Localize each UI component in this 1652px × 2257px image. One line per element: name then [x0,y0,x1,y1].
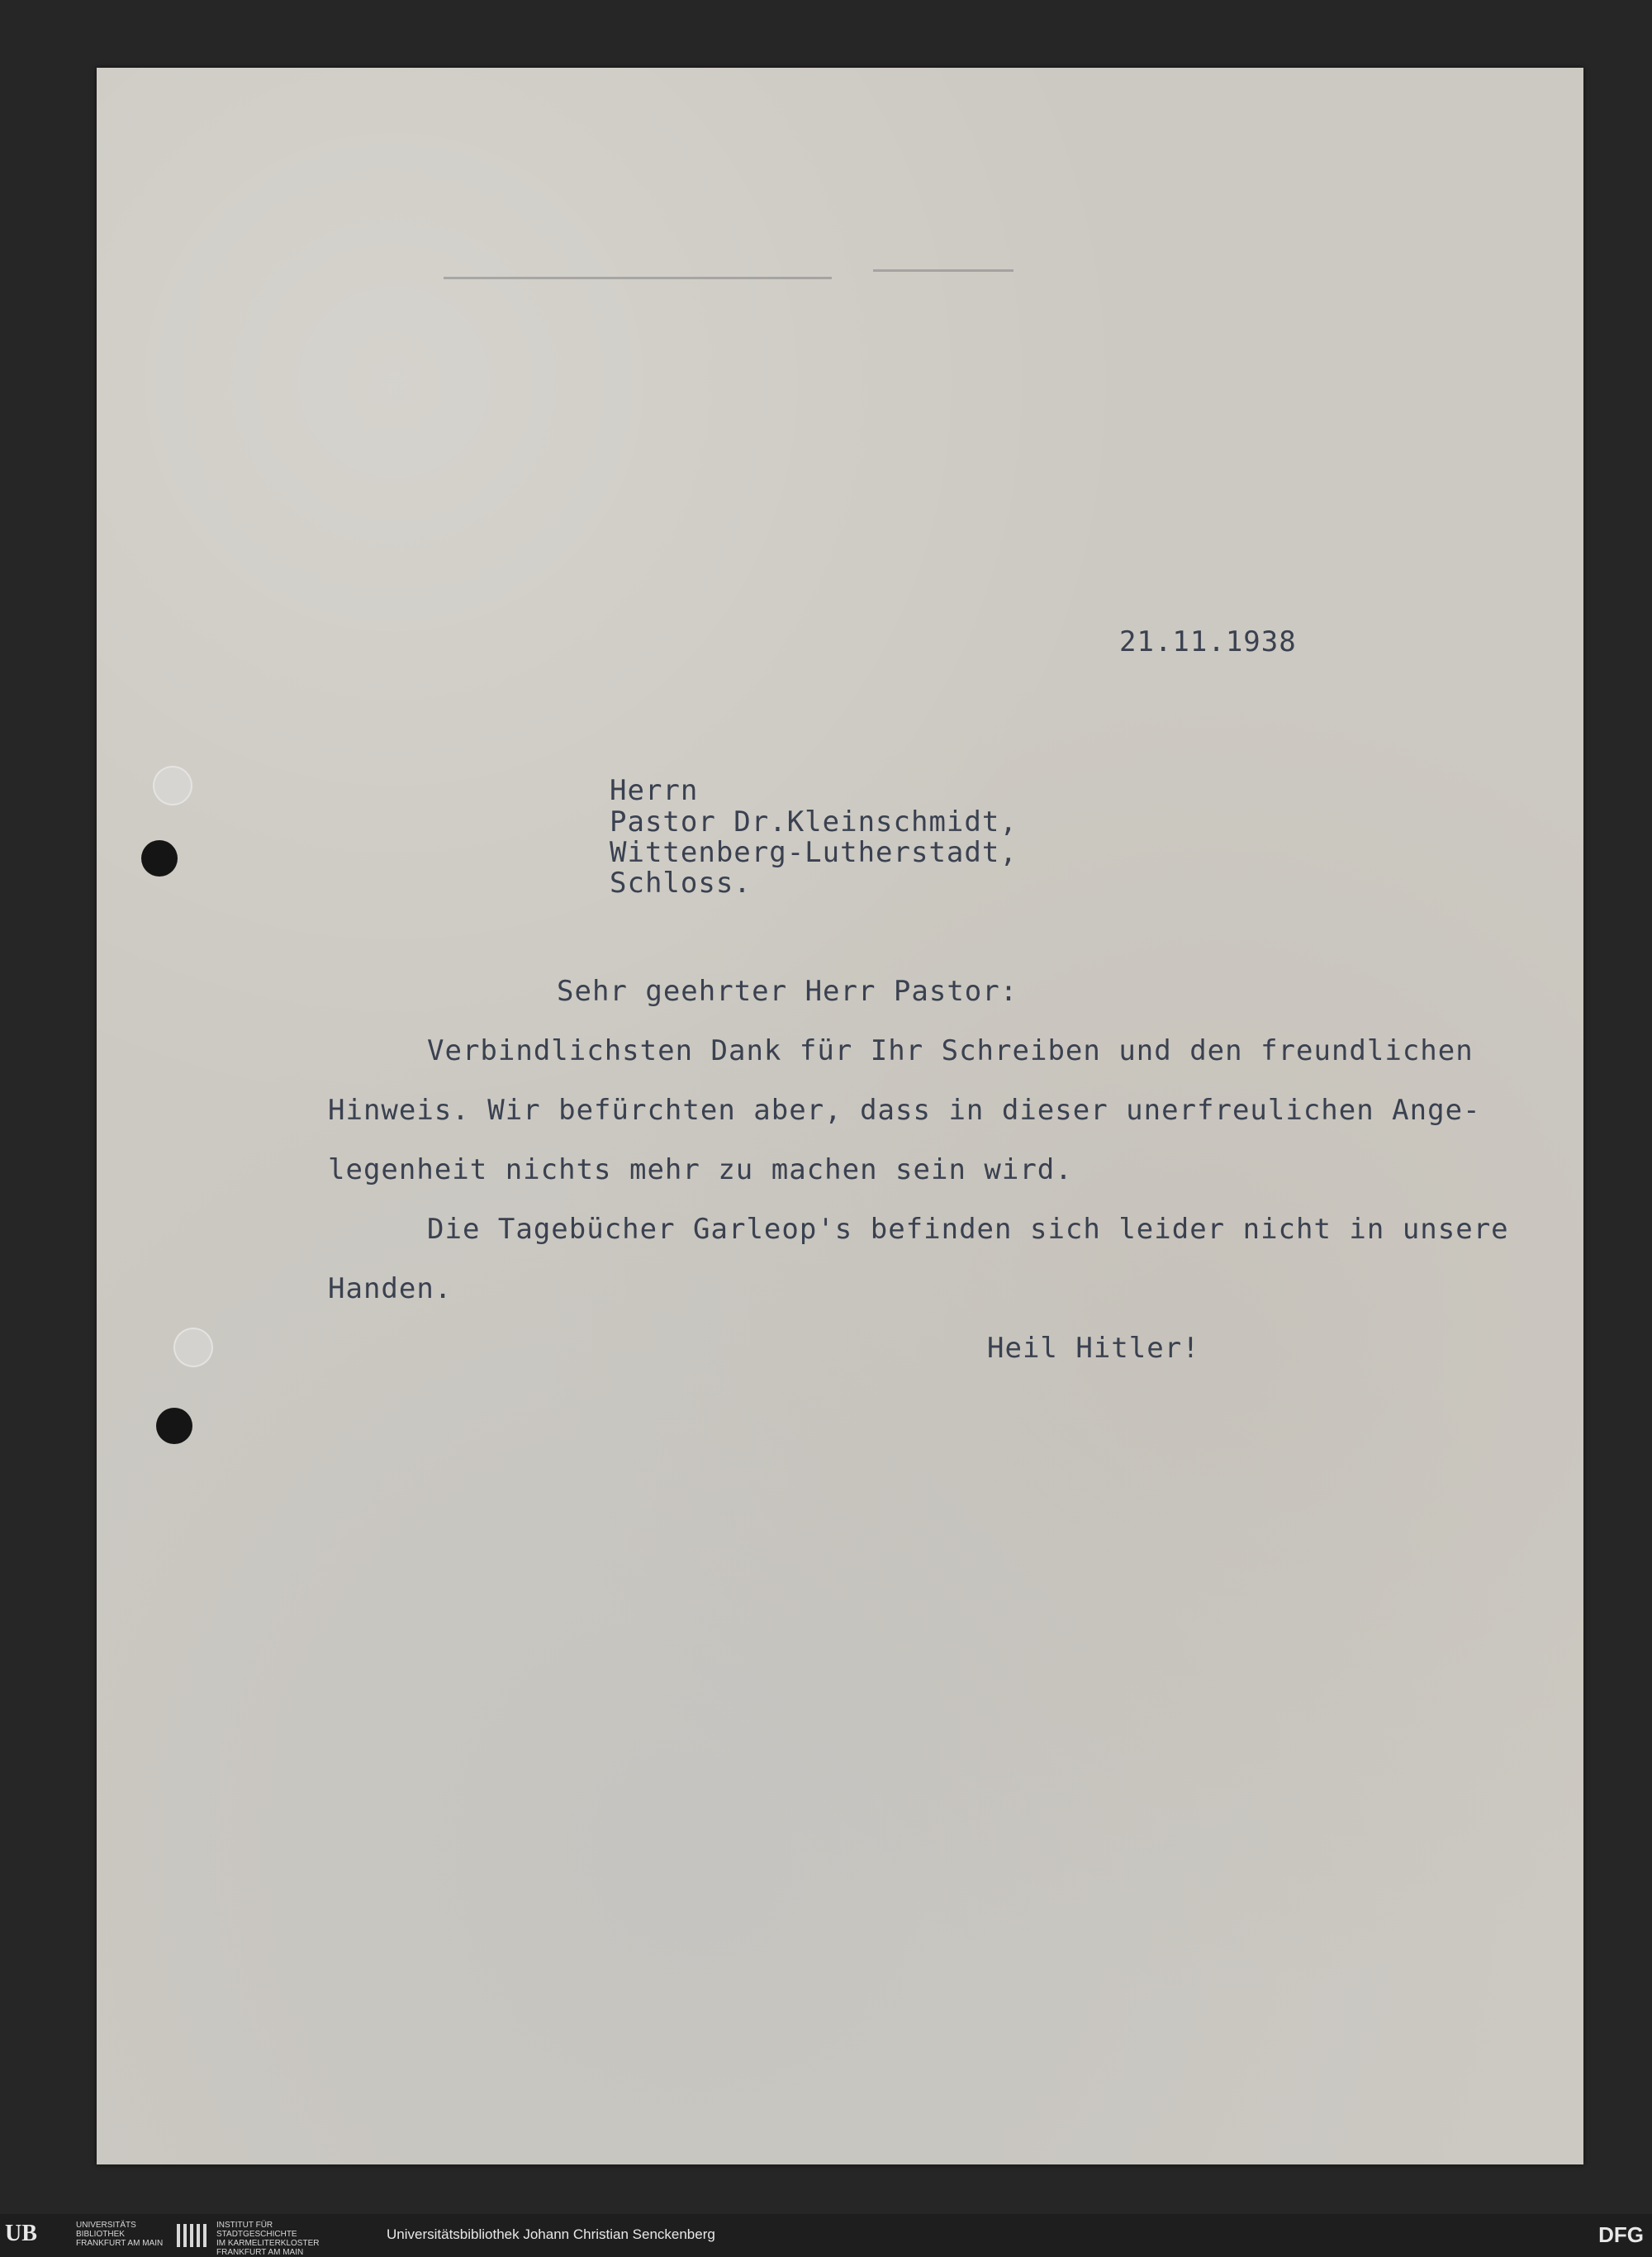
body-line-5: Handen. [328,1272,453,1305]
address-line-2: Pastor Dr.Kleinschmidt, [610,805,1018,839]
faint-rule-right [873,269,1014,272]
body-line-4: Die Tagebücher Garleop's befinden sich leider nicht in unsere [427,1213,1509,1246]
letter-date: 21.11.1938 [1119,625,1297,658]
footer-bar [0,2214,1652,2257]
body-line-2: Hinweis. Wir befürchten aber, dass in dieser unerfreulichen Ange- [328,1094,1481,1127]
faint-rule-left [444,277,832,279]
salutation: Sehr geehrter Herr Pastor: [557,975,1018,1008]
ub-logo-text: UNIVERSITÄTS BIBLIOTHEK FRANKFURT AM MAIN [76,2221,164,2248]
letter-sheet [97,68,1583,2164]
body-line-3: legenheit nichts mehr zu machen sein wird. [328,1153,1073,1186]
library-name: Universitätsbibliothek Johann Christian Senckenberg [387,2226,715,2242]
punch-hole-top [141,840,178,877]
dfg-logo: DFG [1598,2222,1644,2247]
institute-logo-text: INSTITUT FÜR STADTGESCHICHTE IM KARMELITERKLOSTER FRANKFURT AM MAIN [216,2221,320,2257]
address-line-3: Wittenberg-Lutherstadt, [610,836,1018,869]
punch-hole-ghost-bottom [173,1328,213,1367]
ub-logo: UB [5,2221,37,2246]
body-line-1: Verbindlichsten Dank für Ihr Schreiben und den freundlichen [427,1034,1474,1067]
address-line-1: Herrn [610,774,699,807]
address-line-4: Schloss. [610,867,752,900]
closing: Heil Hitler! [987,1332,1200,1365]
punch-hole-bottom [156,1408,192,1444]
punch-hole-ghost-top [153,766,192,805]
institute-logo-icon [175,2221,208,2250]
